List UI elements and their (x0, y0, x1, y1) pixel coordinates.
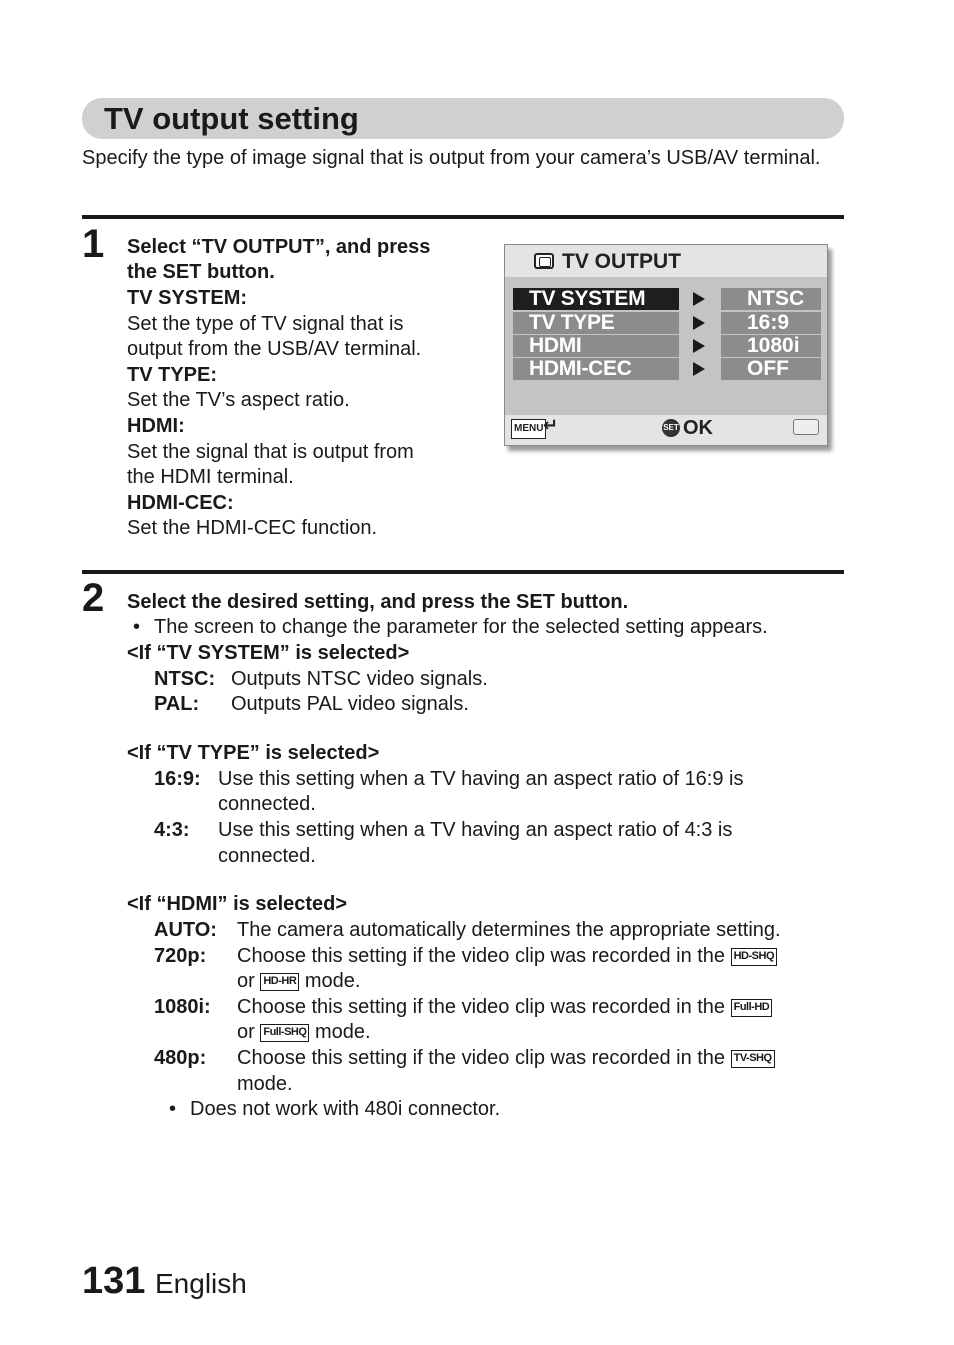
value-hdmi-cec: OFF (721, 358, 821, 380)
ratio-43-label: 4:3: (154, 819, 190, 841)
bullet-icon: • (169, 1098, 177, 1120)
auto-desc: The camera automatically determines the appropriate setting. (237, 919, 781, 941)
step2-number: 2 (82, 576, 105, 620)
return-icon: ↵ (543, 415, 559, 435)
step2-rule (82, 570, 844, 574)
p480-line2: mode. (237, 1073, 293, 1095)
hdmi-heading: <If “HDMI” is selected> (127, 893, 348, 915)
ok-label: OK (683, 417, 713, 439)
arrow-right-icon (693, 362, 705, 376)
hdmi-cec-desc: Set the HDMI-CEC function. (127, 517, 378, 539)
menu-row-hdmi-cec[interactable]: HDMI-CEC (513, 358, 679, 380)
p480-line1 (237, 1046, 775, 1072)
step1-heading-line2: the SET button. (127, 261, 275, 283)
auto-label: AUTO: (154, 919, 217, 941)
pal-desc: Outputs PAL video signals. (231, 693, 469, 715)
tv-type-heading: <If “TV TYPE” is selected> (127, 742, 380, 764)
tv-system-desc-line1: Set the type of TV signal that is (127, 313, 404, 335)
pal-label: PAL: (154, 693, 200, 715)
i1080-line1 (237, 995, 772, 1021)
step2-bullet: The screen to change the parameter for the selected setting appears. (154, 616, 768, 638)
p480-desc: Choose this setting if the video clip was recorded in the (237, 1047, 726, 1069)
hd-shq-icon: HD-SHQ (731, 948, 777, 966)
or-text: or (237, 970, 255, 992)
arrow-right-icon (693, 339, 705, 353)
i1080-desc: Choose this setting if the video clip was recorded in the (237, 996, 726, 1018)
menu-row-tv-type[interactable]: TV TYPE (513, 312, 679, 334)
tv-system-heading: <If “TV SYSTEM” is selected> (127, 642, 410, 664)
step1-number: 1 (82, 222, 105, 266)
or-text: or (237, 1021, 255, 1043)
hdmi-desc-line1: Set the signal that is output from (127, 441, 414, 463)
ratio-169-line1: Use this setting when a TV having an aspect ratio of 16:9 is (218, 768, 744, 790)
arrow-right-icon (693, 292, 705, 306)
p720-label: 720p: (154, 945, 207, 967)
ratio-43-line1: Use this setting when a TV having an aspect ratio of 4:3 is (218, 819, 733, 841)
ratio-169-label: 16:9: (154, 768, 201, 790)
ratio-43-line2: connected. (218, 845, 316, 867)
full-hd-icon: Full-HD (731, 999, 773, 1017)
video-mode-icon (534, 253, 554, 269)
camera-screen (504, 244, 828, 446)
ntsc-label: NTSC: (154, 668, 216, 690)
tv-system-desc-line2: output from the USB/AV terminal. (127, 338, 422, 360)
step1-heading-line1: Select “TV OUTPUT”, and press (127, 236, 431, 258)
menu-row-tv-system[interactable]: TV SYSTEM (513, 288, 679, 310)
tv-shq-icon: TV-SHQ (731, 1050, 775, 1068)
value-tv-type: 16:9 (721, 312, 821, 334)
battery-icon (793, 419, 819, 435)
i1080-label: 1080i: (154, 996, 211, 1018)
mode-text: mode. (314, 1021, 371, 1043)
arrow-right-icon (693, 316, 705, 330)
mode-text: mode. (304, 970, 361, 992)
value-hdmi: 1080i (721, 335, 821, 357)
p720-desc: Choose this setting if the video clip was recorded in the (237, 945, 726, 967)
hdmi-label: HDMI: (127, 415, 185, 437)
full-shq-icon: Full-SHQ (260, 1024, 309, 1042)
tv-type-label: TV TYPE: (127, 364, 218, 386)
tv-type-desc: Set the TV’s aspect ratio. (127, 389, 350, 411)
page-number: 131 (82, 1260, 146, 1302)
menu-button-icon: MENU (511, 419, 546, 439)
hdmi-note: Does not work with 480i connector. (190, 1098, 501, 1120)
set-button-icon: SET (662, 419, 680, 437)
bullet-icon: • (133, 616, 141, 638)
i1080-line2 (237, 1020, 371, 1046)
value-tv-system: NTSC (721, 288, 821, 310)
tv-system-label: TV SYSTEM: (127, 287, 248, 309)
ntsc-desc: Outputs NTSC video signals. (231, 668, 488, 690)
hdmi-cec-label: HDMI-CEC: (127, 492, 234, 514)
hdmi-desc-line2: the HDMI terminal. (127, 466, 294, 488)
page-language: English (155, 1268, 247, 1299)
step2-heading: Select the desired setting, and press the SET button. (127, 591, 629, 613)
screen-title: TV OUTPUT (562, 250, 681, 273)
p720-line2 (237, 969, 360, 995)
p720-line1 (237, 944, 777, 970)
hd-hr-icon: HD-HR (260, 973, 299, 991)
menu-row-hdmi[interactable]: HDMI (513, 335, 679, 357)
page-title: TV output setting (104, 101, 359, 136)
p480-label: 480p: (154, 1047, 207, 1069)
step1-rule (82, 215, 844, 219)
intro-text: Specify the type of image signal that is output from your camera’s USB/AV terminal. (82, 147, 821, 169)
ratio-169-line2: connected. (218, 793, 316, 815)
